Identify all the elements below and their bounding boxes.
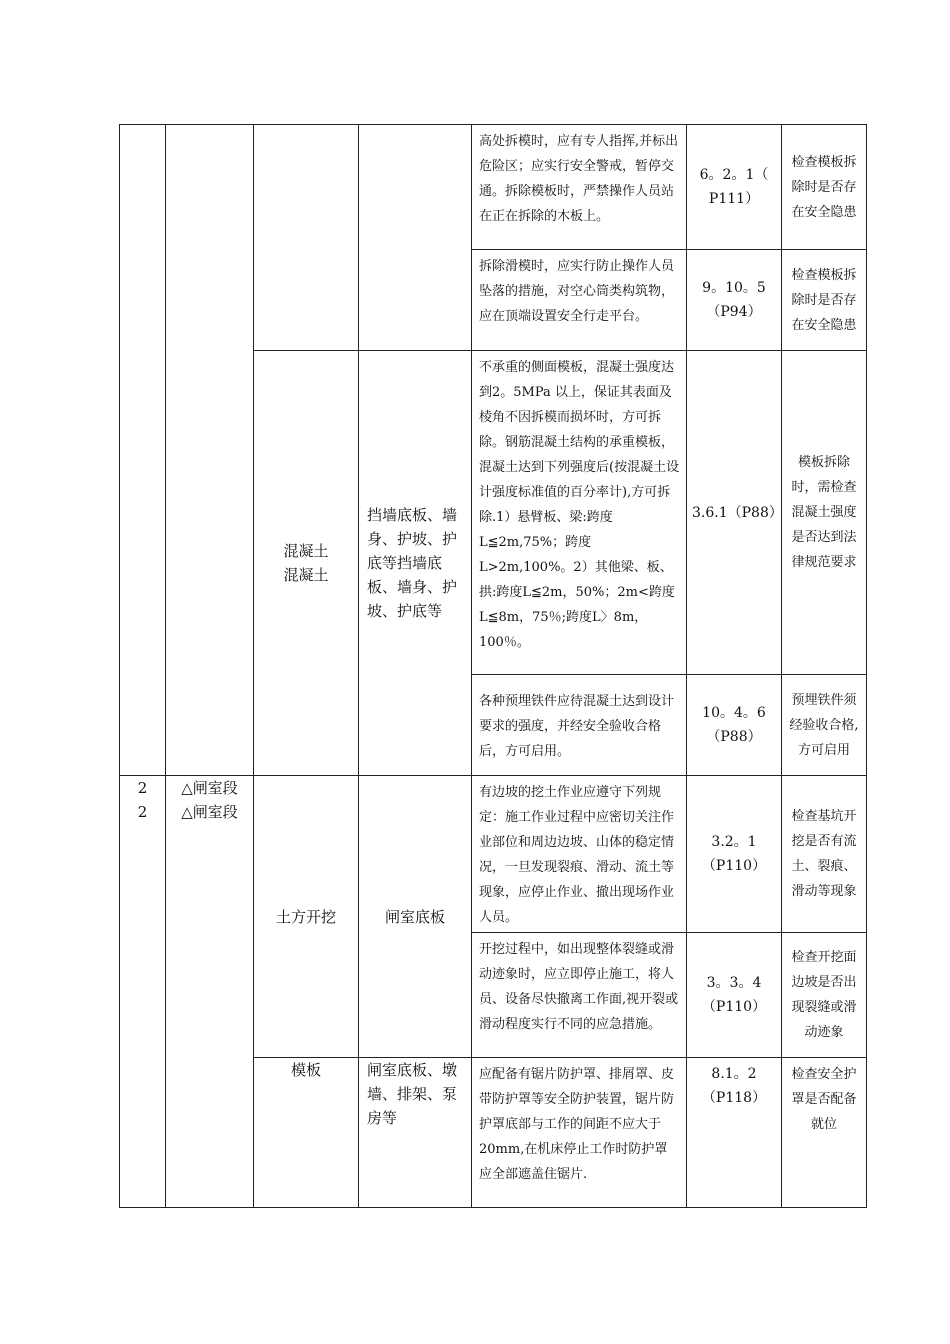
item-cell-empty bbox=[254, 125, 359, 351]
item-cell: 模板 bbox=[254, 1058, 359, 1208]
safety-inspection-table bbox=[119, 124, 867, 1208]
table-row bbox=[120, 776, 867, 933]
requirement-cell: 有边坡的挖土作业应遵守下列规定：施工作业过程中应密切关注作业部位和周边边坡、山体的稳定情况，一旦发现裂痕、滑动、流土等现象，应停止作业、撤出现场作业人员。 bbox=[472, 776, 687, 933]
requirement-cell: 不承重的侧面模板，混凝土强度达到2。5MPa 以上，保证其表面及棱角不因拆模而损坏时，方可拆除。钢筋混凝土结构的承重模板，混凝土达到下列强度后(按混凝土设计强度标准值的百分率计),方可拆除.1）悬臂板、梁:跨度L≦2m,75%；跨度L>2m,100%。2）其他梁、板、拱:跨度L≦2m，50%；2m<跨度L≦8m，75％;跨度L〉8m，100％。 bbox=[472, 351, 687, 675]
reference-cell: 8.1。2（P118） bbox=[687, 1058, 782, 1208]
check-cell: 检查模板拆除时是否存在安全隐患 bbox=[782, 125, 867, 250]
no-cell bbox=[120, 776, 166, 1208]
section-cell-empty bbox=[166, 125, 254, 776]
check-cell: 模板拆除时，需检查混凝土强度是否达到法律规范要求 bbox=[782, 351, 867, 675]
item-label: 混凝土 bbox=[283, 542, 329, 560]
section-label: △闸室段 bbox=[181, 779, 238, 797]
check-cell: 检查基坑开挖是否有流土、裂痕、滑动等现象 bbox=[782, 776, 867, 933]
requirement-cell: 应配备有锯片防护罩、排屑罩、皮带防护罩等安全防护装置，锯片防护罩底部与工作的间距不应大于20mm,在机床停止工作时防护罩应全部遮盖住锯片. bbox=[472, 1058, 687, 1208]
reference-cell: 10。4。6（P88） bbox=[687, 675, 782, 776]
requirement-cell: 各种预埋铁件应待混凝土达到设计要求的强度，并经安全验收合格后，方可启用。 bbox=[472, 675, 687, 776]
reference-cell: 3。3。4（P110） bbox=[687, 933, 782, 1058]
item-cell: 土方开挖 bbox=[254, 776, 359, 1058]
section-cell bbox=[166, 776, 254, 1208]
table-row bbox=[120, 125, 867, 250]
item-label: 混凝土 bbox=[283, 566, 329, 584]
part-cell: 闸室底板 bbox=[359, 776, 472, 1058]
part-cell: 挡墙底板、墙身、护坡、护底等挡墙底板、墙身、护坡、护底等 bbox=[359, 351, 472, 776]
part-cell: 闸室底板、墩墙、排架、泵房等 bbox=[359, 1058, 472, 1208]
requirement-cell: 开挖过程中，如出现整体裂缝或滑动迹象时，应立即停止施工，将人员、设备尽快撤离工作面,视开裂或滑动程度实行不同的应急措施。 bbox=[472, 933, 687, 1058]
reference-cell: 3.6.1（P88） bbox=[687, 351, 782, 675]
check-cell: 检查开挖面边坡是否出现裂缝或滑动迹象 bbox=[782, 933, 867, 1058]
check-cell: 预埋铁件须经验收合格,方可启用 bbox=[782, 675, 867, 776]
reference-cell: 3.2。1（P110） bbox=[687, 776, 782, 933]
section-label: △闸室段 bbox=[181, 803, 238, 821]
reference-cell: 9。10。5（P94） bbox=[687, 250, 782, 351]
row-number: 2 bbox=[137, 803, 148, 821]
requirement-cell: 拆除滑模时，应实行防止操作人员坠落的措施，对空心筒类构筑物，应在顶端设置安全行走平台。 bbox=[472, 250, 687, 351]
check-cell: 检查模板拆除时是否存在安全隐患 bbox=[782, 250, 867, 351]
row-number: 2 bbox=[137, 779, 148, 797]
requirement-cell: 高处拆模时，应有专人指挥,并标出危险区；应实行安全警戒，暂停交通。拆除模板时，严禁操作人员站在正在拆除的木板上。 bbox=[472, 125, 687, 250]
no-cell-empty bbox=[120, 125, 166, 776]
part-cell-empty bbox=[359, 125, 472, 351]
check-cell: 检查安全护罩是否配备就位 bbox=[782, 1058, 867, 1208]
reference-cell: 6。2。1（ P111） bbox=[687, 125, 782, 250]
item-cell bbox=[254, 351, 359, 776]
